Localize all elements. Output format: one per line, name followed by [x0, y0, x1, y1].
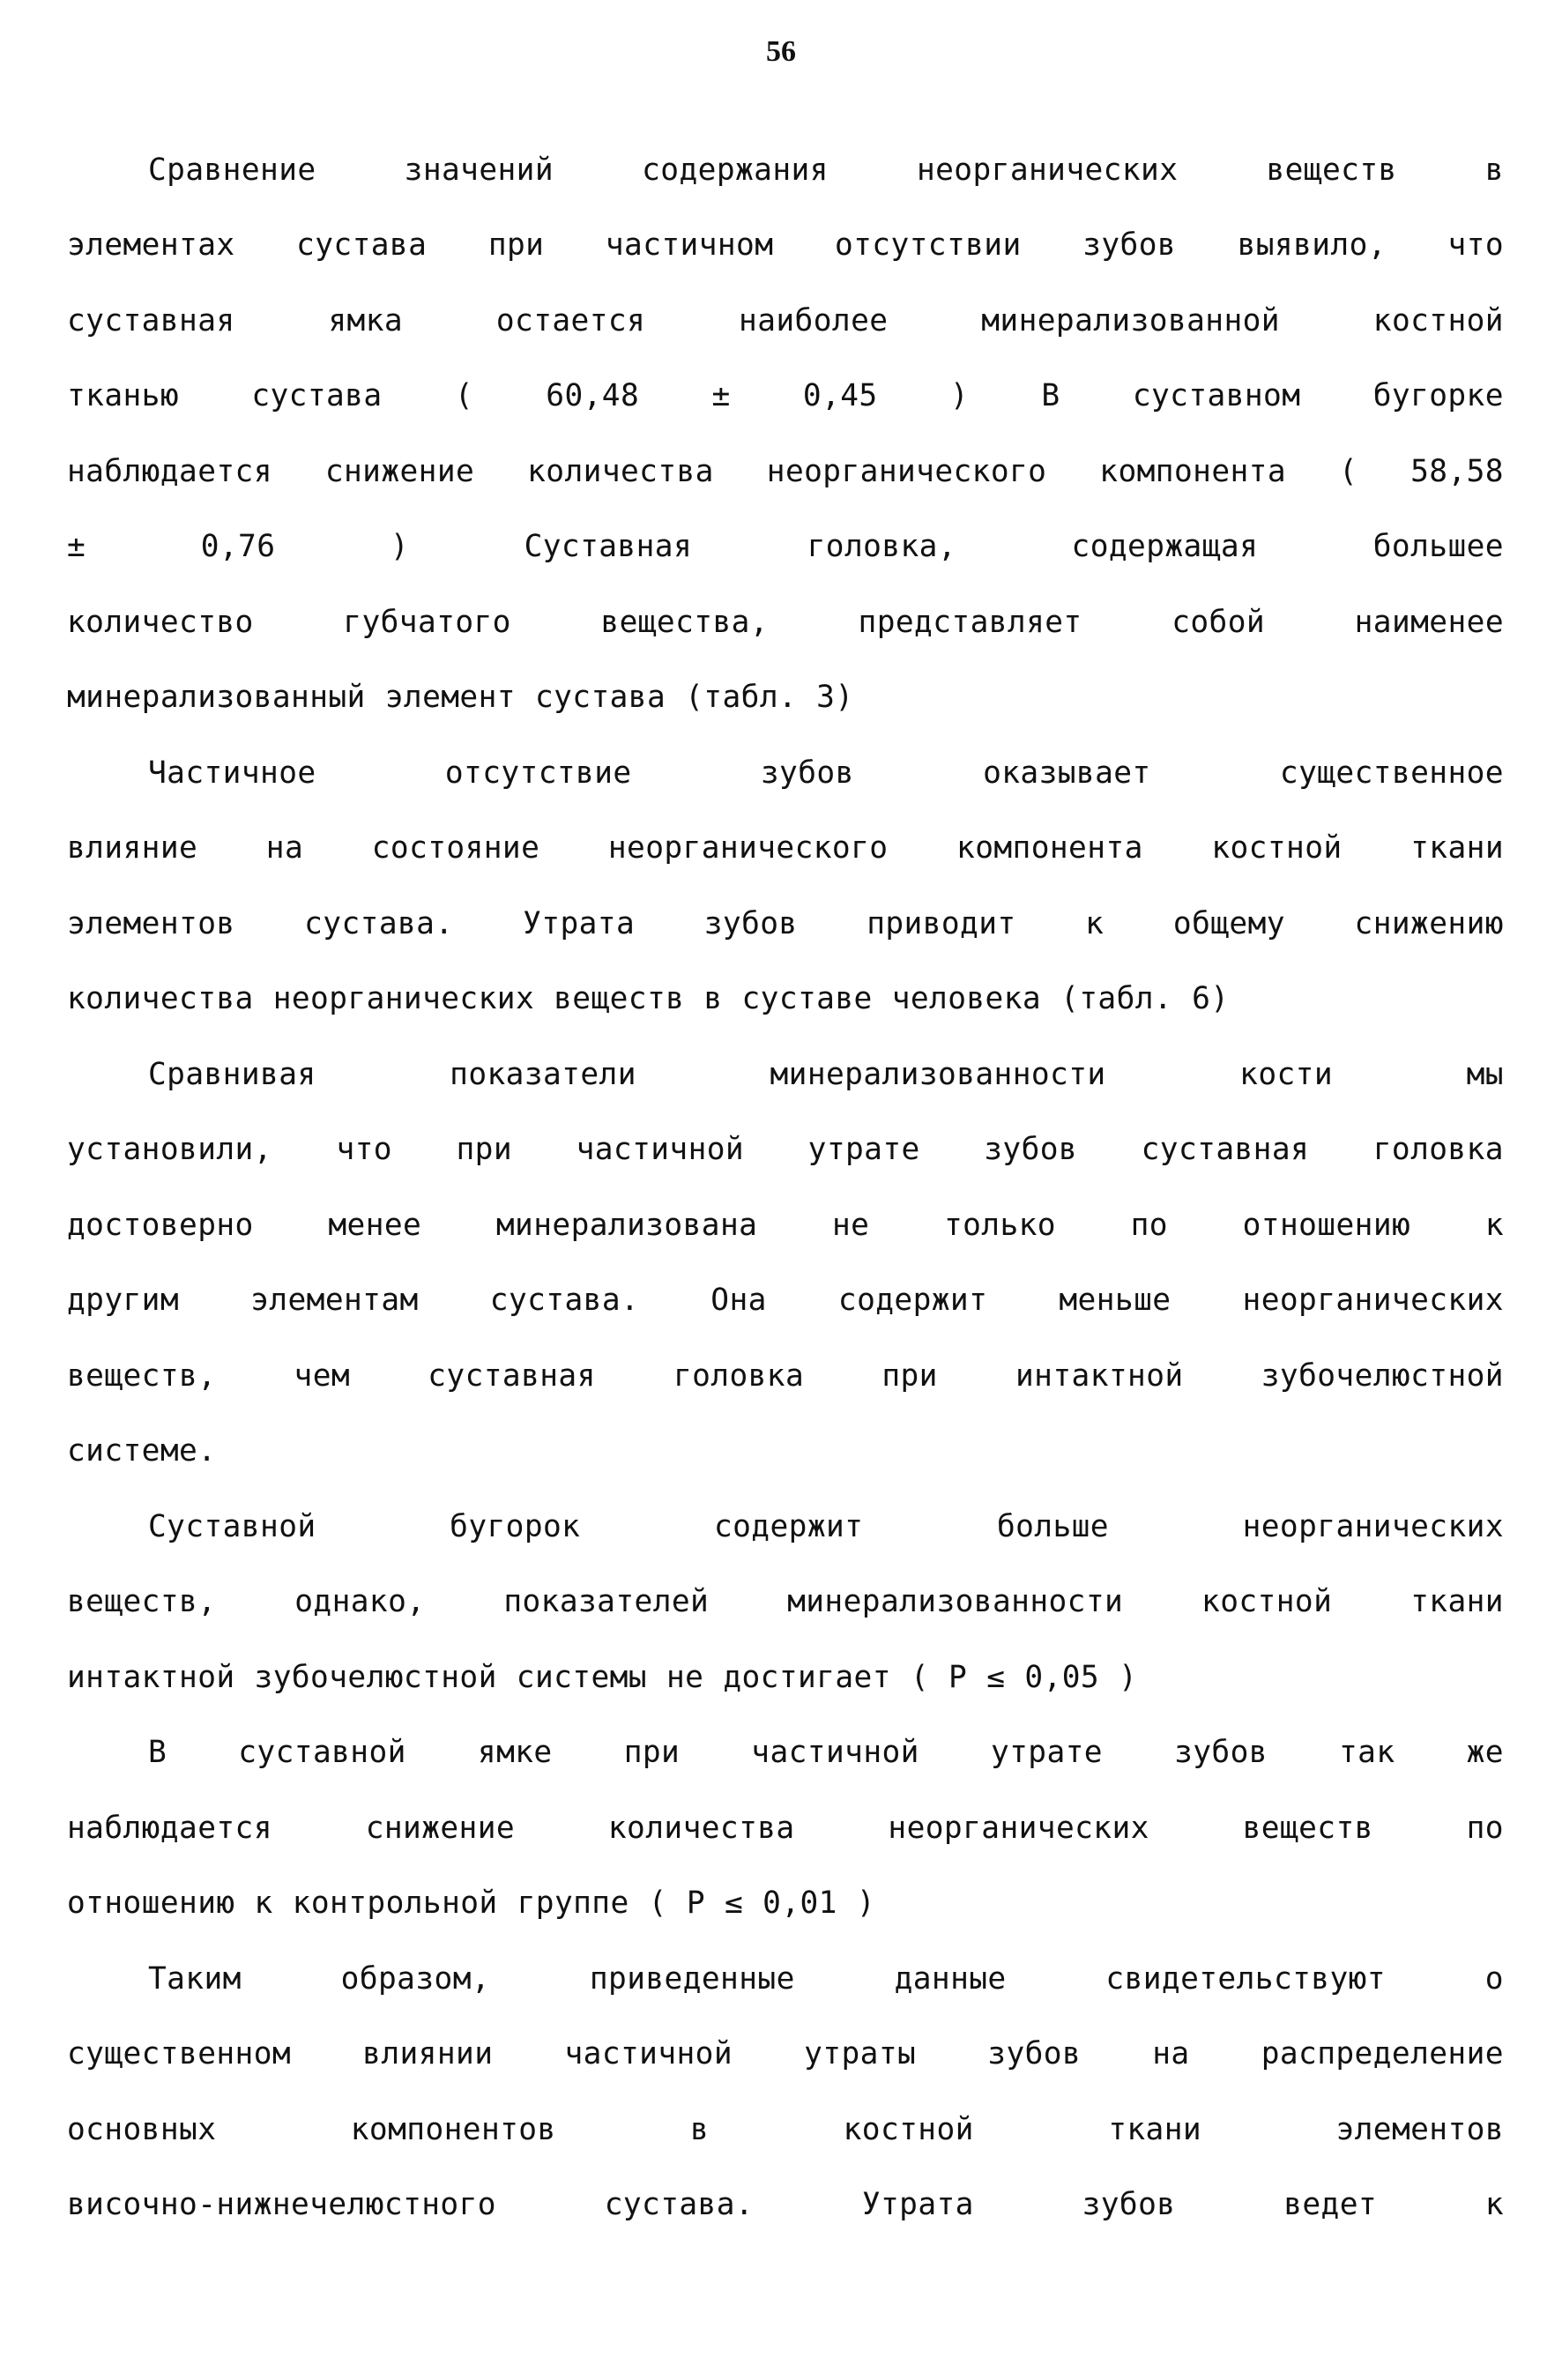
word: 0,76	[200, 529, 276, 565]
text-line	[67, 2017, 1504, 2093]
word: суставе	[741, 981, 873, 1017]
word: большее	[1372, 529, 1504, 565]
word: наиболее	[739, 302, 889, 338]
word: 0,01	[762, 1885, 837, 1922]
word: снижение	[324, 453, 475, 489]
word: приведенные	[589, 1960, 795, 1997]
text-line	[67, 2092, 1504, 2168]
word: зубов	[987, 2036, 1082, 2072]
word: содержит	[713, 1508, 864, 1544]
word: ≤	[724, 1885, 744, 1922]
word: другим	[67, 1283, 180, 1319]
word: зубов	[1174, 1735, 1268, 1771]
word: свидетельствуют	[1105, 1960, 1386, 1997]
word: мы	[1466, 1056, 1504, 1092]
word: неорганических	[888, 1810, 1149, 1846]
word: менее	[328, 1207, 422, 1243]
text-line	[67, 1263, 1504, 1339]
word: частичной	[564, 2036, 733, 2072]
word: утрате	[990, 1735, 1103, 1771]
word: наблюдается	[67, 1810, 272, 1846]
word: в	[690, 2111, 710, 2147]
word: (	[1338, 453, 1358, 489]
word: ведет	[1283, 2187, 1378, 2223]
word: однако,	[294, 1584, 426, 1620]
word: содержания	[642, 152, 829, 188]
word: отсутствии	[834, 227, 1022, 264]
word: неорганических	[916, 152, 1179, 188]
word: отсутствие	[444, 755, 632, 791]
word: (	[454, 378, 473, 414]
word: ткани	[1410, 830, 1504, 866]
text-line	[67, 735, 1504, 811]
word: элементов	[67, 905, 235, 941]
text-line	[67, 1866, 1504, 1942]
word: суставном	[1132, 378, 1301, 414]
text-line	[67, 1790, 1504, 1866]
word: к	[1085, 905, 1105, 941]
word: содержащая	[1071, 529, 1259, 565]
word: влиянии	[362, 2036, 494, 2072]
word: существенное	[1279, 755, 1504, 791]
word: не	[666, 1659, 704, 1695]
text-line	[67, 132, 1504, 208]
word: Р	[948, 1659, 968, 1695]
word: головка	[673, 1357, 805, 1394]
word: показателей	[503, 1584, 710, 1620]
word: суставной	[238, 1735, 406, 1771]
word: при	[881, 1357, 938, 1394]
word: )	[856, 1885, 876, 1922]
word: Она	[710, 1283, 767, 1319]
word: зубов	[1082, 2187, 1176, 2223]
word: количества	[67, 981, 254, 1017]
word: компонентов	[350, 2111, 556, 2147]
word: больше	[996, 1508, 1109, 1544]
word: костной	[1201, 1584, 1333, 1620]
word: (табл.	[685, 680, 798, 716]
word: на	[265, 830, 304, 866]
word: достоверно	[67, 1207, 254, 1243]
word: минерализованный	[67, 680, 366, 716]
word: височно-нижнечелюстного	[67, 2187, 496, 2223]
text-line	[67, 1112, 1504, 1188]
word: интактной	[1015, 1357, 1184, 1394]
word: Утрата	[523, 905, 636, 941]
text-line	[67, 660, 1504, 736]
word: суставная	[67, 302, 235, 338]
text-line	[67, 1037, 1504, 1112]
word: Утрата	[861, 2187, 974, 2223]
text-line	[67, 434, 1504, 509]
word: элементам	[250, 1283, 419, 1319]
word: в	[703, 981, 723, 1017]
word: установили,	[67, 1132, 272, 1168]
word: к	[1484, 2187, 1504, 2223]
word: контрольной	[292, 1885, 498, 1922]
word: по	[1466, 1810, 1504, 1846]
word: ±	[67, 529, 86, 565]
text-line	[67, 1489, 1504, 1565]
word: количества	[527, 453, 714, 489]
word: не	[831, 1207, 870, 1243]
text-line	[67, 584, 1504, 660]
word: минерализованности	[787, 1584, 1124, 1620]
word: (табл.	[1060, 981, 1173, 1017]
text-line	[67, 359, 1504, 435]
word: системы	[516, 1659, 647, 1695]
word: компонента	[956, 830, 1143, 866]
word: к	[254, 1885, 273, 1922]
word: минерализованности	[770, 1056, 1106, 1092]
word: представляет	[858, 604, 1082, 640]
word: веществ,	[67, 1357, 217, 1394]
word: сустава	[296, 227, 428, 264]
text-line	[67, 1715, 1504, 1791]
word: выявило,	[1237, 227, 1387, 264]
word: минерализована	[495, 1207, 758, 1243]
word: губчатого	[343, 604, 511, 640]
word: частичной	[576, 1132, 745, 1168]
word: отношению	[1242, 1207, 1411, 1243]
text-line	[67, 208, 1504, 284]
word: компонента	[1099, 453, 1287, 489]
text-line	[67, 509, 1504, 585]
word: интактной	[67, 1659, 235, 1695]
word: тканью	[67, 378, 180, 414]
word: общему	[1172, 905, 1285, 941]
word: зубов	[703, 905, 798, 941]
word: зубочелюстной	[254, 1659, 497, 1695]
word: 60,48	[546, 378, 640, 414]
word: элемент	[384, 680, 516, 716]
word: ткани	[1108, 2111, 1202, 2147]
text-line	[67, 1941, 1504, 2017]
word: элементах	[67, 227, 235, 264]
word: распределение	[1261, 2036, 1504, 2072]
word: зубов	[760, 755, 854, 791]
word: )	[390, 529, 410, 565]
word: веществ	[1266, 152, 1397, 188]
text-line	[67, 962, 1504, 1038]
text-line	[67, 1187, 1504, 1263]
word: количество	[67, 604, 254, 640]
word: оказывает	[983, 755, 1151, 791]
word: (	[648, 1885, 667, 1922]
word: Р	[686, 1885, 705, 1922]
word: данные	[894, 1960, 1007, 1997]
word: при	[487, 227, 545, 264]
word: суставная	[1141, 1132, 1310, 1168]
word: 0,05	[1024, 1659, 1100, 1695]
word: при	[623, 1735, 681, 1771]
text-line	[67, 1338, 1504, 1414]
body-text	[67, 132, 1504, 2242]
word: образом,	[340, 1960, 491, 1997]
word: сустава.	[604, 2187, 755, 2223]
text-line	[67, 1565, 1504, 1640]
word: вещества,	[600, 604, 769, 640]
word: количества	[607, 1810, 795, 1846]
word: ямка	[328, 302, 404, 338]
word: неорганических	[1242, 1508, 1504, 1544]
word: только	[943, 1207, 1056, 1243]
word: ±	[711, 378, 731, 414]
text-line	[67, 283, 1504, 359]
word: Таким	[148, 1960, 242, 1997]
text-line	[67, 2168, 1504, 2243]
word: приводит	[867, 905, 1016, 941]
word: веществ	[1242, 1810, 1373, 1846]
word: утраты	[804, 2036, 917, 2072]
word: Сравнивая	[148, 1056, 316, 1092]
word: так	[1339, 1735, 1395, 1771]
word: же	[1466, 1735, 1504, 1771]
word: 3)	[816, 680, 854, 716]
page-number: 56	[766, 35, 796, 68]
word: на	[1152, 2036, 1190, 2072]
text-line	[67, 1640, 1504, 1715]
word: в	[1484, 152, 1504, 188]
word: )	[949, 378, 970, 414]
word: Суставная	[524, 529, 693, 565]
word: остается	[495, 302, 646, 338]
word: костной	[1211, 830, 1343, 866]
word: частичном	[605, 227, 774, 264]
word: головка,	[807, 529, 957, 565]
word: по	[1130, 1207, 1168, 1243]
word: минерализованной	[981, 302, 1280, 338]
word: )	[1119, 1659, 1138, 1695]
word: неорганических	[1242, 1283, 1504, 1319]
word: значений	[404, 152, 554, 188]
word: костной	[843, 2111, 974, 2147]
word: кости	[1239, 1056, 1334, 1092]
word: зубов	[1082, 227, 1177, 264]
word: элементов	[1335, 2111, 1504, 2147]
word: 6)	[1192, 981, 1230, 1017]
word: существенном	[67, 2036, 292, 2072]
word: снижение	[365, 1810, 516, 1846]
word: сустава	[534, 680, 666, 716]
word: Суставной	[148, 1508, 316, 1544]
word: В	[1041, 378, 1060, 414]
word: о	[1484, 1960, 1504, 1997]
word: сустава.	[304, 905, 454, 941]
word: что	[336, 1132, 392, 1168]
word: веществ,	[67, 1584, 217, 1620]
word: Сравнение	[148, 152, 316, 188]
word: состояние	[371, 830, 540, 866]
word: утрате	[807, 1132, 920, 1168]
word: системе.	[67, 1433, 217, 1469]
word: веществ	[554, 981, 685, 1017]
word: группе	[517, 1885, 629, 1922]
word: головка	[1372, 1132, 1504, 1168]
word: сустава	[251, 378, 383, 414]
word: бугорок	[450, 1508, 581, 1544]
word: собой	[1172, 604, 1266, 640]
word: 0,45	[802, 378, 878, 414]
word: (	[910, 1659, 930, 1695]
text-line	[67, 811, 1504, 887]
word: основных	[67, 2111, 217, 2147]
word: костной	[1372, 302, 1504, 338]
word: неорганического	[607, 830, 889, 866]
word: 58,58	[1410, 453, 1504, 489]
word: В	[148, 1735, 167, 1771]
word: частичной	[751, 1735, 919, 1771]
word: наименее	[1354, 604, 1504, 640]
word: влияние	[67, 830, 198, 866]
word: зубочелюстной	[1261, 1357, 1504, 1394]
word: Частичное	[148, 755, 316, 791]
word: неорганического	[766, 453, 1047, 489]
word: при	[456, 1132, 513, 1168]
word: показатели	[450, 1056, 636, 1092]
word: снижению	[1354, 905, 1504, 941]
word: что	[1447, 227, 1504, 264]
word: ямке	[477, 1735, 553, 1771]
word: содержит	[837, 1283, 988, 1319]
word: к	[1484, 1207, 1504, 1243]
word: ткани	[1410, 1584, 1504, 1620]
word: наблюдается	[67, 453, 272, 489]
word: бугорке	[1372, 378, 1504, 414]
word: ≤	[986, 1659, 1006, 1695]
word: зубов	[984, 1132, 1078, 1168]
word: неорганических	[272, 981, 535, 1017]
word: человека	[891, 981, 1042, 1017]
word: отношению	[67, 1885, 235, 1922]
word: достигает	[723, 1659, 891, 1695]
word: чем	[294, 1357, 351, 1394]
text-line	[67, 886, 1504, 962]
word: суставная	[428, 1357, 596, 1394]
word: меньше	[1059, 1283, 1172, 1319]
text-line	[67, 1414, 1504, 1490]
word: сустава.	[489, 1283, 640, 1319]
